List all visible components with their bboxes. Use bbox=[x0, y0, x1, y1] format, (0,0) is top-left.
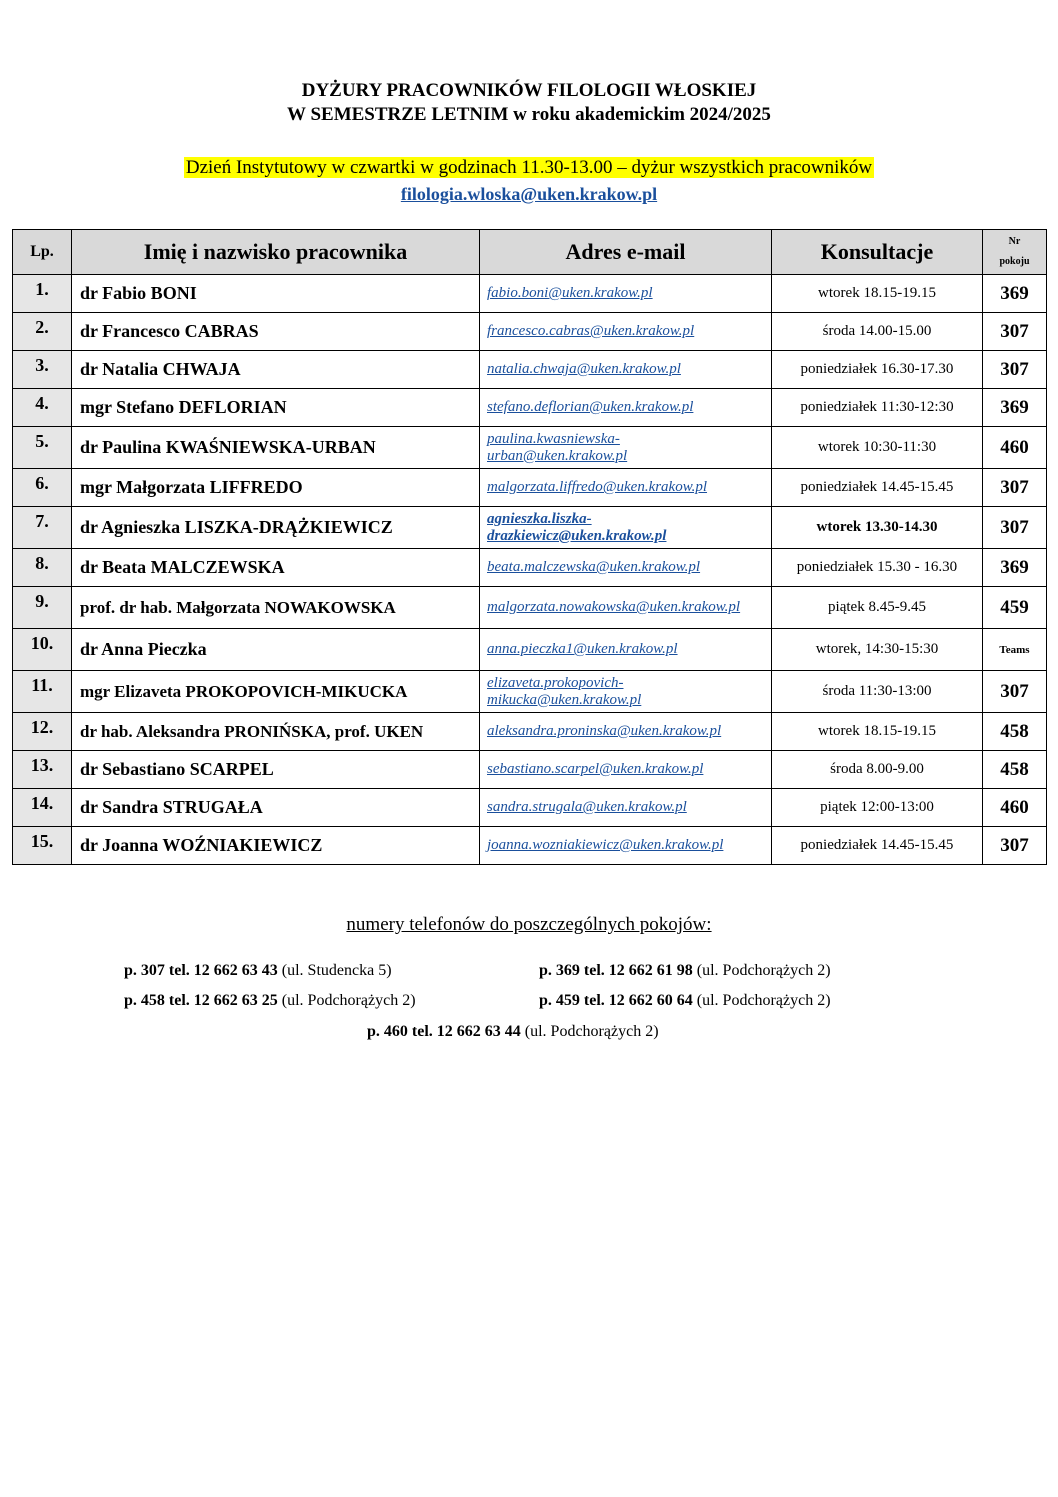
row-room: 307 bbox=[983, 507, 1047, 549]
phone-room-459 bbox=[539, 992, 831, 1010]
department-email bbox=[0, 184, 1058, 205]
table-row bbox=[13, 351, 1047, 389]
row-lp: 9. bbox=[13, 587, 72, 629]
header-room-line-1: Nr bbox=[1008, 236, 1021, 247]
row-name: dr Paulina KWAŚNIEWSKA-URBAN bbox=[72, 427, 480, 469]
row-email-link[interactable] bbox=[487, 511, 666, 544]
row-room: 458 bbox=[983, 751, 1047, 789]
header-consultations: Konsultacje bbox=[772, 230, 983, 275]
table-row bbox=[13, 789, 1047, 827]
phone-room-address: (ul. Podchorążych 2) bbox=[281, 992, 416, 1009]
table-row bbox=[13, 587, 1047, 629]
row-consultations: środa 8.00-9.00 bbox=[772, 751, 983, 789]
row-name: dr Sandra STRUGAŁA bbox=[72, 789, 480, 827]
row-name: dr Beata MALCZEWSKA bbox=[72, 549, 480, 587]
table-row bbox=[13, 671, 1047, 713]
staff-duty-table bbox=[12, 229, 1047, 865]
row-email-link[interactable]: francesco.cabras@uken.krakow.pl bbox=[487, 323, 695, 339]
row-name: dr Francesco CABRAS bbox=[72, 313, 480, 351]
row-consultations: wtorek, 14:30-15:30 bbox=[772, 629, 983, 671]
phone-numbers-heading: numery telefonów do poszczególnych pokojów: bbox=[346, 914, 712, 935]
row-consultations: wtorek 18.15-19.15 bbox=[772, 713, 983, 751]
row-email bbox=[480, 549, 772, 587]
row-email-line-2: drazkiewicz@uken.krakow.pl bbox=[487, 527, 667, 544]
table-row bbox=[13, 549, 1047, 587]
header-room bbox=[983, 230, 1047, 275]
phone-room-number: p. 369 tel. 12 662 61 98 bbox=[539, 962, 693, 979]
row-consultations: poniedziałek 16.30-17.30 bbox=[772, 351, 983, 389]
row-lp: 10. bbox=[13, 629, 72, 671]
institute-day-note bbox=[0, 156, 1058, 180]
row-email-link[interactable]: aleksandra.proninska@uken.krakow.pl bbox=[487, 723, 722, 739]
row-consultations: wtorek 18.15-19.15 bbox=[772, 275, 983, 313]
row-name: mgr Stefano DEFLORIAN bbox=[72, 389, 480, 427]
row-email-link[interactable]: sandra.strugala@uken.krakow.pl bbox=[487, 799, 687, 815]
phone-room-address: (ul. Studencka 5) bbox=[281, 962, 392, 979]
institute-day-text: Dzień Instytutowy w czwartki w godzinach 11.30-13.00 – dyżur wszystkich pracowników bbox=[185, 157, 873, 178]
row-room: 307 bbox=[983, 351, 1047, 389]
phone-room-address: (ul. Podchorążych 2) bbox=[524, 1023, 659, 1040]
row-email-link[interactable]: natalia.chwaja@uken.krakow.pl bbox=[487, 361, 681, 377]
table-row bbox=[13, 427, 1047, 469]
row-email-line-1: paulina.kwasniewska- bbox=[487, 430, 620, 447]
row-email-link[interactable]: malgorzata.nowakowska@uken.krakow.pl bbox=[487, 599, 741, 615]
table-row bbox=[13, 827, 1047, 865]
table-row bbox=[13, 389, 1047, 427]
department-email-link[interactable]: filologia.wloska@uken.krakow.pl bbox=[400, 184, 658, 204]
row-email bbox=[480, 389, 772, 427]
row-email-link[interactable]: beata.malczewska@uken.krakow.pl bbox=[487, 559, 701, 575]
row-email-link[interactable]: joanna.wozniakiewicz@uken.krakow.pl bbox=[487, 837, 724, 853]
row-email-link[interactable]: anna.pieczka1@uken.krakow.pl bbox=[487, 641, 678, 657]
row-consultations: poniedziałek 15.30 - 16.30 bbox=[772, 549, 983, 587]
row-lp: 7. bbox=[13, 507, 72, 549]
row-name: dr Fabio BONI bbox=[72, 275, 480, 313]
phone-room-address: (ul. Podchorążych 2) bbox=[696, 992, 831, 1009]
header-email: Adres e-mail bbox=[480, 230, 772, 275]
phone-room-369 bbox=[539, 962, 831, 980]
row-lp: 8. bbox=[13, 549, 72, 587]
row-room: 460 bbox=[983, 427, 1047, 469]
row-email bbox=[480, 313, 772, 351]
phone-room-307 bbox=[124, 962, 392, 980]
row-email bbox=[480, 275, 772, 313]
row-lp: 3. bbox=[13, 351, 72, 389]
row-room: 459 bbox=[983, 587, 1047, 629]
row-email bbox=[480, 789, 772, 827]
row-email-line-1: elizaveta.prokopovich- bbox=[487, 674, 624, 691]
table-row bbox=[13, 713, 1047, 751]
row-name: dr Sebastiano SCARPEL bbox=[72, 751, 480, 789]
row-name: dr Agnieszka LISZKA-DRĄŻKIEWICZ bbox=[72, 507, 480, 549]
row-email bbox=[480, 587, 772, 629]
row-room: Teams bbox=[983, 629, 1047, 671]
row-room: 307 bbox=[983, 313, 1047, 351]
row-email bbox=[480, 351, 772, 389]
row-name: prof. dr hab. Małgorzata NOWAKOWSKA bbox=[72, 587, 480, 629]
row-consultations: poniedziałek 14.45-15.45 bbox=[772, 469, 983, 507]
row-email-link[interactable]: fabio.boni@uken.krakow.pl bbox=[487, 285, 653, 301]
row-email bbox=[480, 827, 772, 865]
row-email bbox=[480, 427, 772, 469]
row-name: dr Joanna WOŹNIAKIEWICZ bbox=[72, 827, 480, 865]
phone-room-number: p. 307 tel. 12 662 63 43 bbox=[124, 962, 278, 979]
table-row bbox=[13, 507, 1047, 549]
row-room: 307 bbox=[983, 671, 1047, 713]
row-name: dr Anna Pieczka bbox=[72, 629, 480, 671]
phone-room-number: p. 459 tel. 12 662 60 64 bbox=[539, 992, 693, 1009]
header-name: Imię i nazwisko pracownika bbox=[72, 230, 480, 275]
table-row bbox=[13, 313, 1047, 351]
row-consultations: środa 11:30-13:00 bbox=[772, 671, 983, 713]
table-row bbox=[13, 629, 1047, 671]
row-consultations: środa 14.00-15.00 bbox=[772, 313, 983, 351]
row-lp: 1. bbox=[13, 275, 72, 313]
row-email-link[interactable]: stefano.deflorian@uken.krakow.pl bbox=[487, 399, 694, 415]
row-email bbox=[480, 751, 772, 789]
row-name: dr hab. Aleksandra PRONIŃSKA, prof. UKEN bbox=[72, 713, 480, 751]
row-room: 307 bbox=[983, 469, 1047, 507]
phone-room-458 bbox=[124, 992, 416, 1010]
row-room: 369 bbox=[983, 549, 1047, 587]
row-email-line-2: urban@uken.krakow.pl bbox=[487, 447, 628, 464]
row-consultations: wtorek 10:30-11:30 bbox=[772, 427, 983, 469]
row-consultations: piątek 12:00-13:00 bbox=[772, 789, 983, 827]
phone-room-number: p. 460 tel. 12 662 63 44 bbox=[367, 1023, 521, 1040]
row-lp: 4. bbox=[13, 389, 72, 427]
row-room: 307 bbox=[983, 827, 1047, 865]
row-consultations: piątek 8.45-9.45 bbox=[772, 587, 983, 629]
row-room: 460 bbox=[983, 789, 1047, 827]
row-consultations: poniedziałek 14.45-15.45 bbox=[772, 827, 983, 865]
row-lp: 11. bbox=[13, 671, 72, 713]
row-email bbox=[480, 671, 772, 713]
row-name: mgr Małgorzata LIFFREDO bbox=[72, 469, 480, 507]
table-row bbox=[13, 751, 1047, 789]
row-lp: 6. bbox=[13, 469, 72, 507]
row-lp: 12. bbox=[13, 713, 72, 751]
phone-room-address: (ul. Podchorążych 2) bbox=[696, 962, 831, 979]
document-title-line-2: W SEMESTRZE LETNIM w roku akademickim 2024/2025 bbox=[287, 104, 771, 125]
row-lp: 13. bbox=[13, 751, 72, 789]
document-title-line-1: DYŻURY PRACOWNIKÓW FILOLOGII WŁOSKIEJ bbox=[301, 80, 757, 101]
table-row bbox=[13, 275, 1047, 313]
row-lp: 15. bbox=[13, 827, 72, 865]
phone-room-460 bbox=[367, 1023, 659, 1041]
row-email-line-2: mikucka@uken.krakow.pl bbox=[487, 691, 642, 708]
row-name: mgr Elizaveta PROKOPOVICH-MIKUCKA bbox=[72, 671, 480, 713]
row-room: 369 bbox=[983, 389, 1047, 427]
header-lp: Lp. bbox=[13, 230, 72, 275]
table-row bbox=[13, 469, 1047, 507]
row-room: 458 bbox=[983, 713, 1047, 751]
row-email-line-1: agnieszka.liszka- bbox=[487, 510, 592, 527]
row-consultations: wtorek 13.30-14.30 bbox=[772, 507, 983, 549]
row-email bbox=[480, 507, 772, 549]
table-header-row bbox=[13, 230, 1047, 275]
row-room: 369 bbox=[983, 275, 1047, 313]
row-lp: 5. bbox=[13, 427, 72, 469]
row-email bbox=[480, 629, 772, 671]
phone-room-number: p. 458 tel. 12 662 63 25 bbox=[124, 992, 278, 1009]
row-email-link[interactable] bbox=[487, 431, 627, 464]
row-email bbox=[480, 469, 772, 507]
row-email bbox=[480, 713, 772, 751]
row-lp: 2. bbox=[13, 313, 72, 351]
row-consultations: poniedziałek 11:30-12:30 bbox=[772, 389, 983, 427]
row-name: dr Natalia CHWAJA bbox=[72, 351, 480, 389]
row-email-link[interactable]: malgorzata.liffredo@uken.krakow.pl bbox=[487, 479, 708, 495]
row-email-link[interactable]: sebastiano.scarpel@uken.krakow.pl bbox=[487, 761, 704, 777]
row-lp: 14. bbox=[13, 789, 72, 827]
header-room-line-2: pokoju bbox=[999, 256, 1030, 267]
row-email-link[interactable] bbox=[487, 675, 641, 708]
